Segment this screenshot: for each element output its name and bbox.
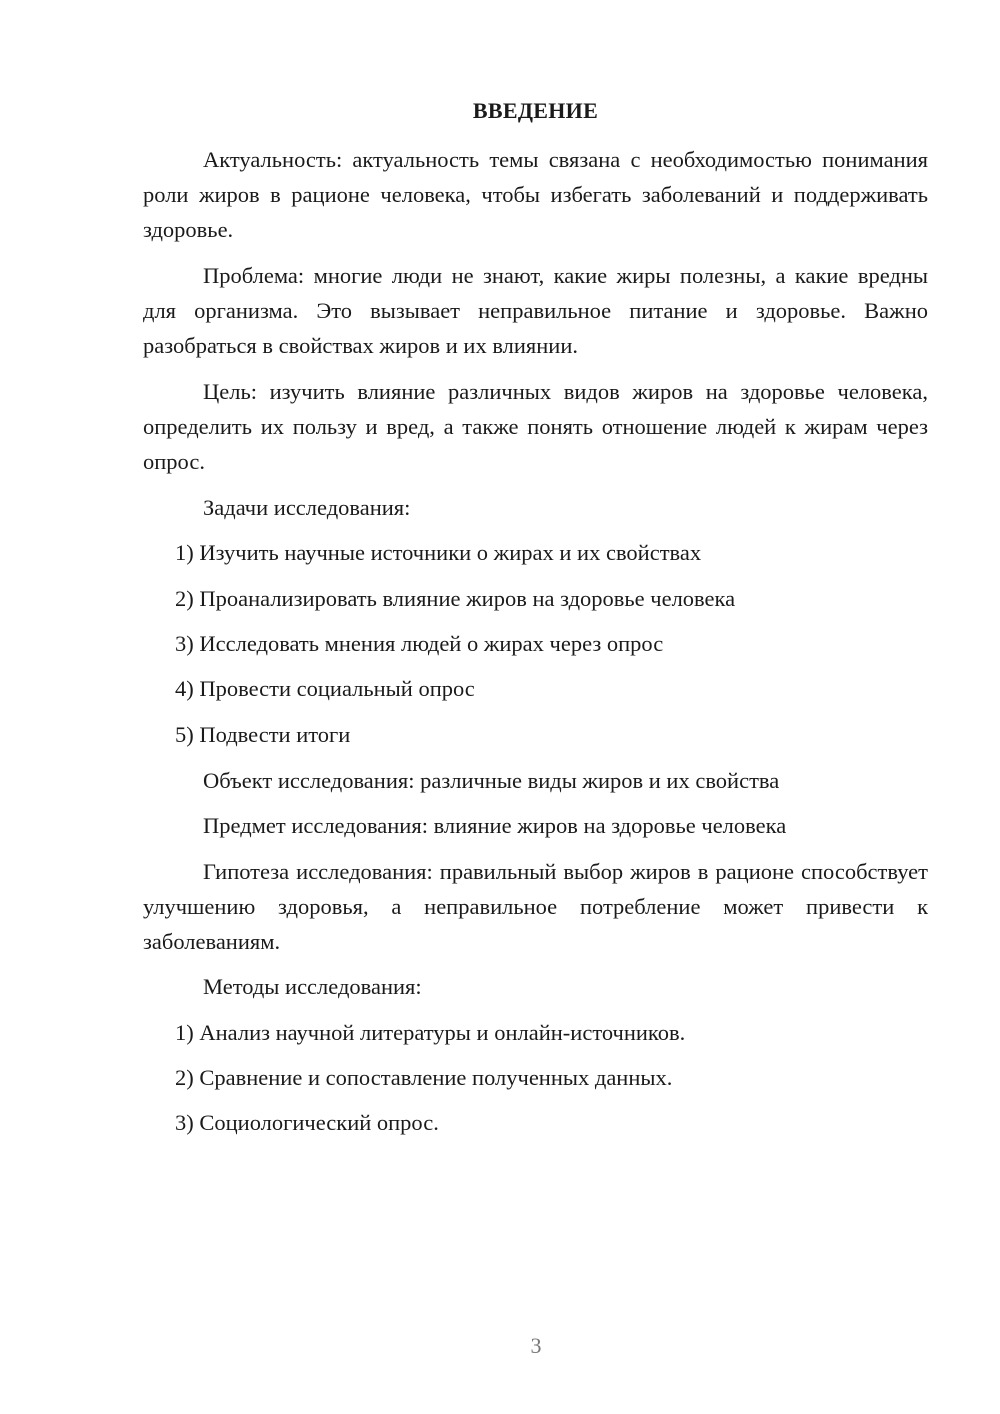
method-list-item: [143, 1105, 928, 1140]
problem-block: [143, 258, 928, 363]
object-paragraph: Объект исследования: различные виды жиров и их свойства: [203, 768, 780, 793]
task-item-3: 3) Исследовать мнения людей о жирах через опрос: [175, 631, 664, 656]
tasks-heading-block: [143, 490, 928, 525]
methods-heading-block: [143, 969, 928, 1004]
task-list-item: [143, 717, 928, 752]
subject-paragraph: Предмет исследования: влияние жиров на здоровье человека: [203, 813, 787, 838]
task-list-item: [143, 671, 928, 706]
task-item-1: 1) Изучить научные источники о жирах и их свойствах: [175, 540, 702, 565]
method-item-2: 2) Сравнение и сопоставление полученных данных.: [175, 1065, 673, 1090]
subject-block: [143, 808, 928, 843]
task-list-item: [143, 626, 928, 661]
task-item-4: 4) Провести социальный опрос: [175, 676, 475, 701]
hypothesis-block: [143, 854, 928, 959]
section-title: ВВЕДЕНИЕ: [472, 98, 599, 123]
task-item-5: 5) Подвести итоги: [175, 722, 351, 747]
task-list-item: [143, 535, 928, 570]
relevance-paragraph: Актуальность: актуальность темы связана с необходимостью понимания роли жиров в рационе человека, чтобы избегать заболеваний и поддерживать здоровье.: [143, 147, 928, 242]
hypothesis-paragraph: Гипотеза исследования: правильный выбор жиров в рационе способствует улучшению здоровья, а неправильное потребление может привести к заболеваниям.: [143, 859, 928, 954]
object-block: [143, 763, 928, 798]
method-item-1: 1) Анализ научной литературы и онлайн-источников.: [175, 1020, 686, 1045]
task-list-item: [143, 581, 928, 616]
tasks-heading: Задачи исследования:: [203, 495, 411, 520]
page-number: 3: [530, 1333, 542, 1358]
method-list-item: [143, 1015, 928, 1050]
method-item-3: 3) Социологический опрос.: [175, 1110, 439, 1135]
problem-paragraph: Проблема: многие люди не знают, какие жиры полезны, а какие вредны для организма. Это вызывает неправильное питание и здоровье. Важно разобраться в свойствах жиров и их влиянии.: [143, 263, 928, 358]
goal-paragraph: Цель: изучить влияние различных видов жиров на здоровье человека, определить их пользу и вред, а также понять отношение людей к жирам через опрос.: [143, 379, 928, 474]
methods-heading: Методы исследования:: [203, 974, 422, 999]
goal-block: [143, 374, 928, 479]
task-item-2: 2) Проанализировать влияние жиров на здоровье человека: [175, 586, 736, 611]
method-list-item: [143, 1060, 928, 1095]
relevance-block: [143, 142, 928, 247]
